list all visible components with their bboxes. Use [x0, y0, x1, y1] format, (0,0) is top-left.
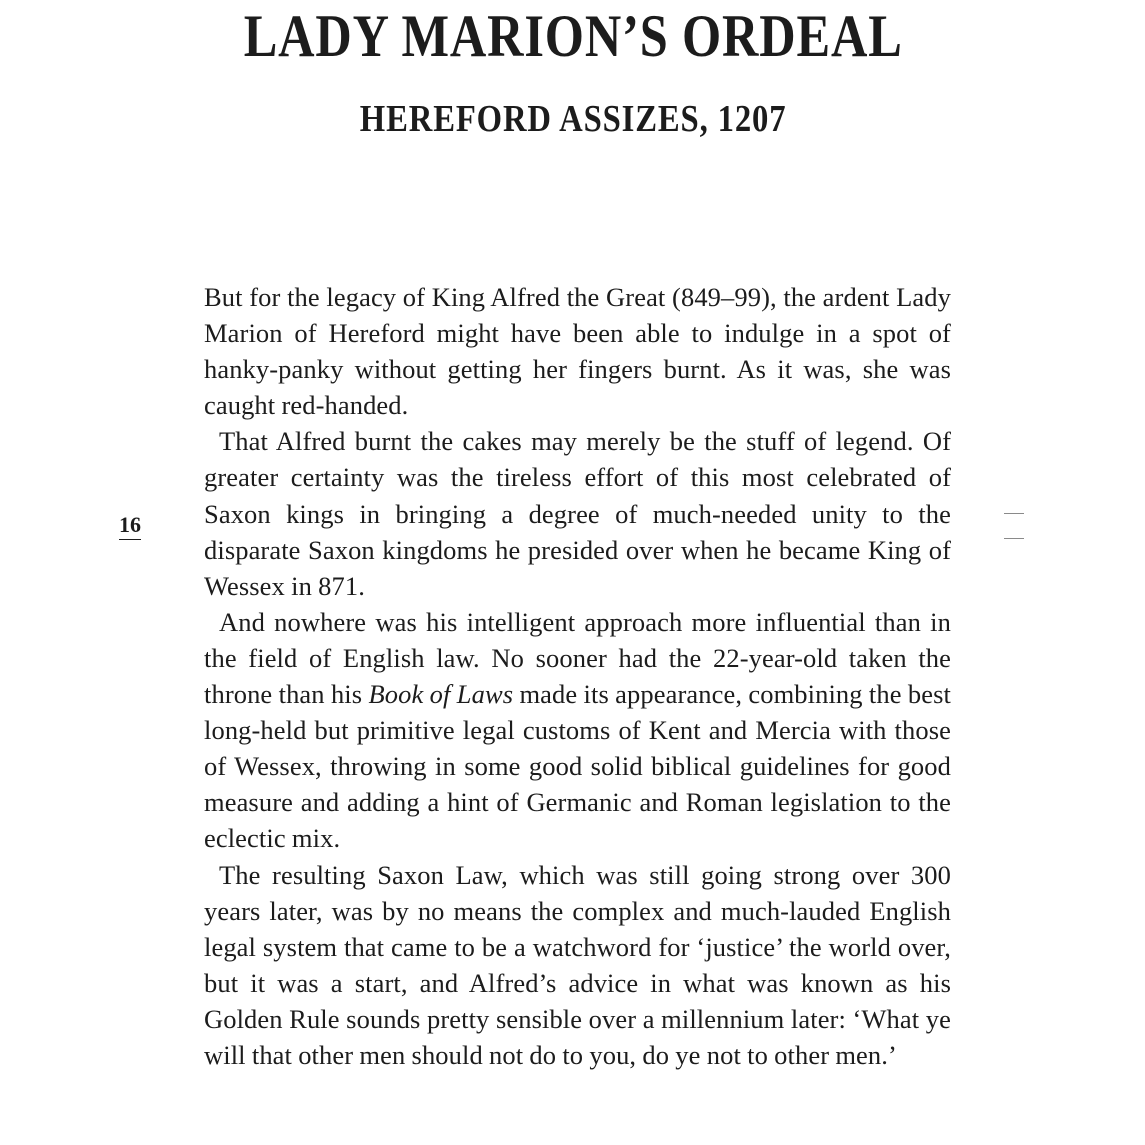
margin-rule-bottom: [1004, 538, 1024, 539]
book-title-italic: Book of Laws: [368, 679, 514, 710]
body-text: [204, 279, 951, 1073]
paragraph-2: That Alfred burnt the cakes may merely be the stuff of legend. Of greater certainty was the tireless effort of this most celebrated of Saxon kings in bringing a degree of much-needed unity to the disparate Saxon kingdoms he presided over when he became King of Wessex in 871.: [204, 426, 951, 601]
margin-rule-top: [1004, 513, 1024, 514]
paragraph-3: [204, 604, 951, 857]
paragraph-3-text-before: And nowhere was his intelligent approach more influential than in the field of English law. No sooner had the 22-year-old taken the throne than his: [204, 606, 951, 710]
page-number: 16: [119, 513, 141, 540]
paragraph-3-text-after: made its appearance, combining the best long-held but primitive legal customs of Kent and Mercia with those of Wessex, throwing in some good solid biblical guidelines for good measure and adding a hint of Germanic and Roman legislation to the eclectic mix.: [204, 679, 951, 854]
paragraph-4: The resulting Saxon Law, which was still going strong over 300 years later, was by no means the complex and much-lauded English legal system that came to be a watchword for ‘justice’ the world over, but it was a start, and Alfred’s advice in what was known as his Golden Rule sounds pretty sensible over a millennium later: ‘What ye will that other men should not do to you, do ye not to other men.’: [204, 859, 951, 1070]
paragraph-1: But for the legacy of King Alfred the Great (849–99), the ardent Lady Marion of Hereford might have been able to indulge in a spot of hanky-panky without getting her fingers burnt. As it was, she was caught red-handed.: [204, 282, 951, 421]
chapter-subtitle: HEREFORD ASSIZES, 1207: [359, 98, 787, 140]
chapter-title: LADY MARION’S ORDEAL: [243, 3, 903, 69]
